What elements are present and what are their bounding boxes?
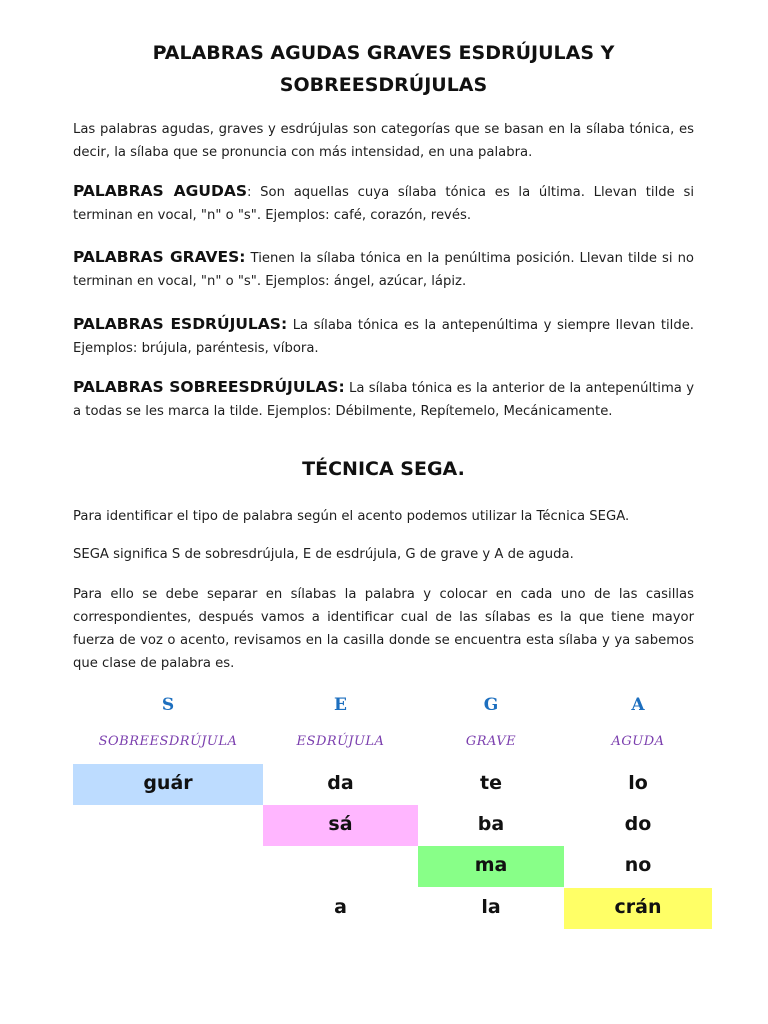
syllable-cell: do [624, 813, 652, 835]
syllable-cell [73, 888, 263, 929]
section-title: TÉCNICA SEGA. [302, 458, 465, 480]
column-label-aguda: AGUDA [611, 734, 665, 749]
definition-term: PALABRAS AGUDAS [73, 182, 247, 200]
sega-paragraph-3: Para ello se debe separar en sílabas la palabra y colocar en cada uno de las casillas correspondientes, después vamos a identificar cual de las sílabas es la que tiene mayor fuerza de voz o acento, revisamos en la casilla donde se encuentra esta sílaba y ya sabemos que clase de palabra es. [73, 587, 694, 671]
definition-sobreesdrujulas [73, 376, 694, 423]
syllable-cell: ba [477, 813, 505, 835]
syllable-cell: la [481, 896, 501, 918]
column-label-sobreesdrujula: SOBREESDRÚJULA [98, 734, 238, 749]
definition-graves [73, 246, 694, 293]
sega-paragraph-2: SEGA significa S de sobresdrújula, E de esdrújula, G de grave y A de aguda. [73, 547, 574, 562]
syllable-cell: a [334, 896, 347, 918]
definition-term: PALABRAS SOBREESDRÚJULAS: [73, 378, 345, 396]
syllable-cell: te [480, 772, 502, 794]
definition-text: La sílaba tónica es la anterior de la antepenúltima y a todas se les marca la tilde. Ejemplos: Débilmente, Repítemelo, Mecánicamente. [73, 381, 695, 419]
syllable-cell: guár [73, 764, 263, 805]
syllable-cell [73, 846, 263, 887]
syllable-cell: crán [564, 888, 712, 929]
page-title: PALABRAS AGUDAS GRAVES ESDRÚJULAS Y SOBREESDRÚJULAS [152, 42, 615, 96]
column-label-esdrujula: ESDRÚJULA [296, 734, 385, 749]
syllable-cell [73, 805, 263, 846]
definition-text: Tienen la sílaba tónica en la penúltima posición. Llevan tilde si no terminan en vocal, "n" o "s". Ejemplos: ángel, azúcar, lápiz. [73, 251, 694, 289]
definition-term: PALABRAS ESDRÚJULAS: [73, 315, 288, 333]
definition-text: : Son aquellas cuya sílaba tónica es la última. Llevan tilde si terminan en vocal, "n" o "s". Ejemplos: café, corazón, revés. [73, 185, 694, 223]
syllable-cell: lo [628, 772, 648, 794]
definition-term: PALABRAS GRAVES: [73, 248, 246, 266]
syllable-cell: ma [418, 846, 564, 887]
definition-agudas [73, 180, 694, 227]
column-label-grave: GRAVE [465, 734, 517, 749]
syllable-cell: da [327, 772, 354, 794]
syllable-cell: sá [263, 805, 418, 846]
syllable-cell: no [624, 854, 652, 876]
column-letter-g: G [483, 695, 499, 715]
definition-esdrujulas [73, 313, 694, 360]
definition-text: La sílaba tónica es la antepenúltima y siempre llevan tilde. Ejemplos: brújula, paréntesis, víbora. [73, 318, 694, 356]
column-letter-s: S [161, 695, 175, 715]
syllable-cell [263, 846, 418, 887]
sega-paragraph-1: Para identificar el tipo de palabra según el acento podemos utilizar la Técnica SEGA. [73, 509, 630, 524]
column-letter-e: E [334, 695, 347, 715]
column-letter-a: A [631, 695, 645, 715]
intro-paragraph: Las palabras agudas, graves y esdrújulas son categorías que se basan en la sílaba tónica, es decir, la sílaba que se pronuncia con más intensidad, en una palabra. [73, 122, 694, 160]
